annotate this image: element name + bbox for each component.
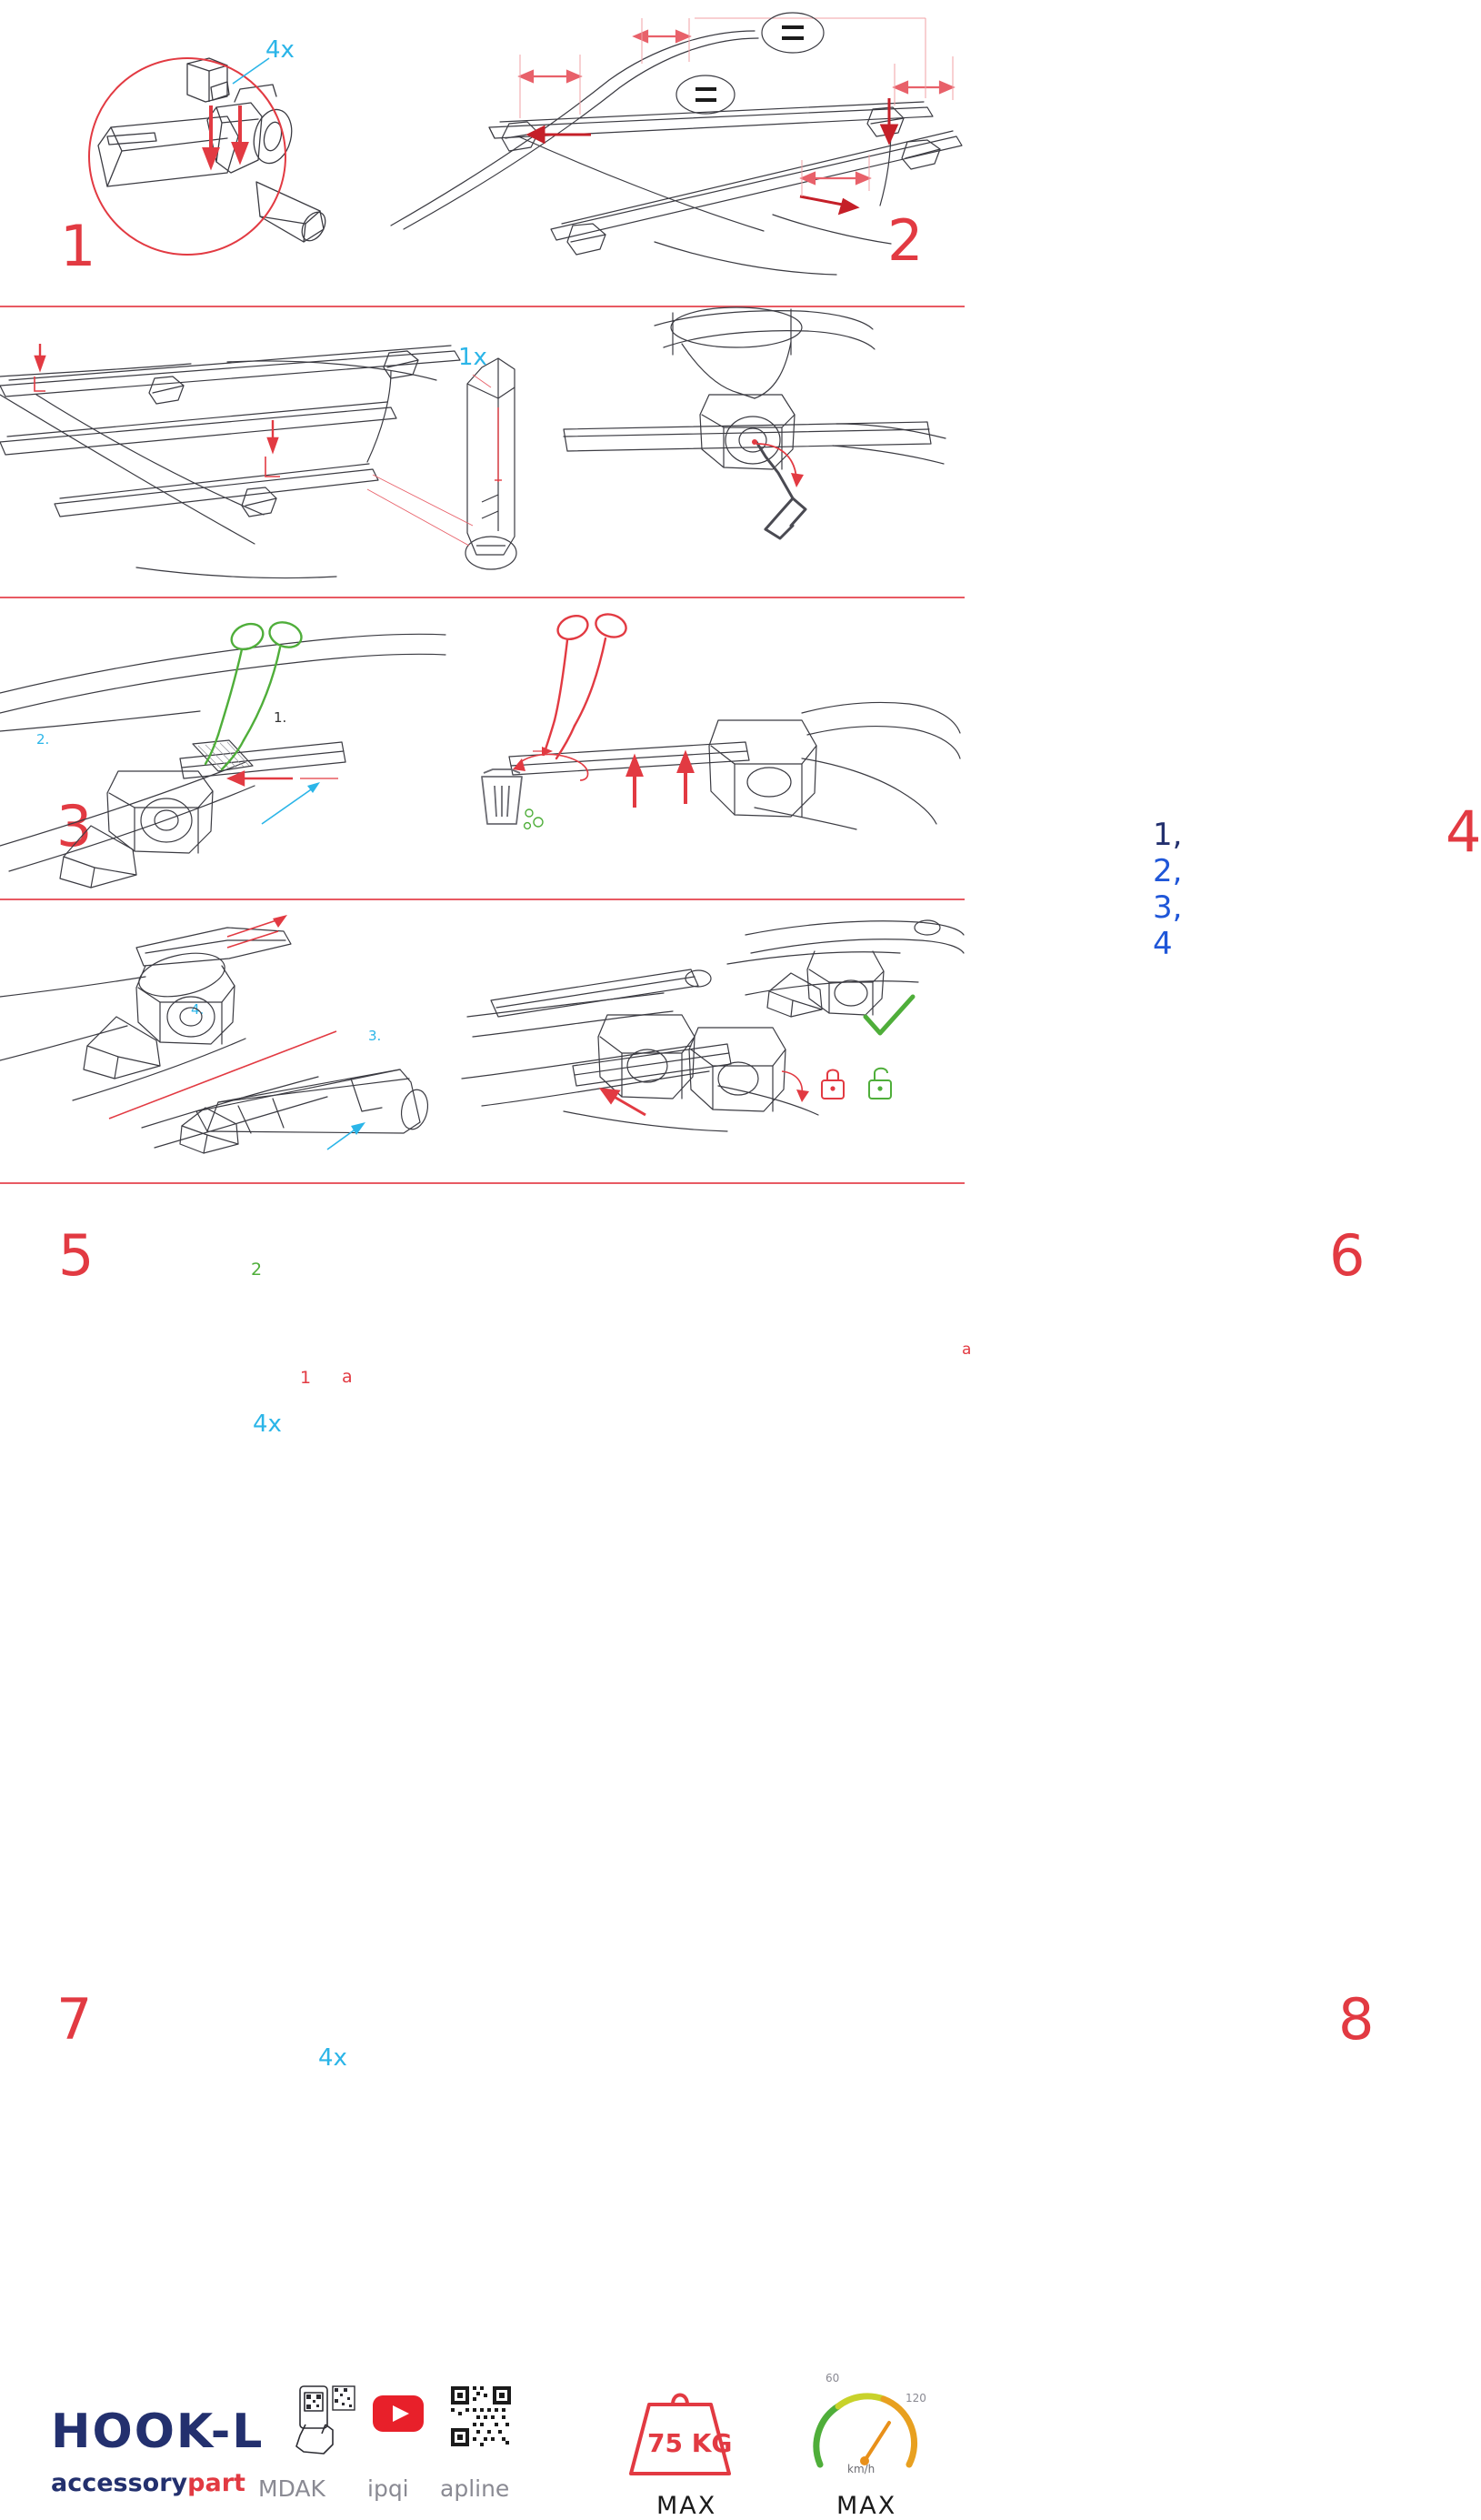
step-4-number: 4 <box>1446 798 1481 865</box>
step-7-illustration <box>0 900 455 1182</box>
brand-secondary: part <box>187 2469 245 2497</box>
brand-primary: accessory <box>51 2469 188 2497</box>
step-4-panel <box>564 307 1481 962</box>
partner-apline-label: apline <box>440 2475 510 2502</box>
partner-ipqi <box>367 2475 409 2502</box>
step-6-number: 6 <box>1329 1222 1366 1289</box>
partner-mdak <box>258 2475 325 2502</box>
seq-4: 4 <box>1153 926 1173 962</box>
step-4-sequence <box>1153 817 1182 962</box>
gauge-tick-120: 120 <box>906 2392 926 2405</box>
weight-limit-value: 75 KG <box>647 2428 733 2458</box>
step-2-panel <box>382 0 965 306</box>
step-1-number: 1 <box>60 213 96 279</box>
step-5-qty-label: 4x <box>253 1411 282 1438</box>
step-2-number: 2 <box>887 207 924 274</box>
step-5-illustration <box>0 598 445 899</box>
step-5-label-a: a <box>342 1367 353 1387</box>
step-3-label-2: 2. <box>36 731 50 748</box>
qr-scan-hand-icon <box>293 2384 358 2455</box>
seq-2: 2, <box>1153 853 1183 889</box>
seq-1: 1, <box>1153 817 1183 853</box>
step-1-panel <box>0 0 382 306</box>
step-1-qty-label: 4x <box>265 36 295 64</box>
partner-apline <box>440 2475 509 2502</box>
step-8-number: 8 <box>1338 1986 1375 2053</box>
step-3-label-4: 4. <box>191 1001 205 1018</box>
step-7-panel <box>0 900 455 2072</box>
step-3-number: 3 <box>56 793 93 859</box>
step-8-illustration <box>455 900 965 1182</box>
weight-limit-caption: MAX <box>656 2492 717 2520</box>
step-5-panel <box>0 598 445 1438</box>
step-2-illustration <box>382 0 965 306</box>
product-title: HOOK-L <box>51 2405 265 2459</box>
step-6-panel <box>445 598 1366 1359</box>
step-6-illustration <box>445 598 965 899</box>
gauge-tick-60: 60 <box>826 2372 840 2384</box>
step-5-label-2: 2 <box>251 1260 263 1280</box>
step-7-number: 7 <box>56 1986 93 2053</box>
seq-3: 3, <box>1153 889 1183 926</box>
partner-ipqi-label: ipqi <box>367 2475 409 2502</box>
step-3-label-3: 3. <box>368 1028 382 1044</box>
step-4-illustration <box>564 307 965 597</box>
youtube-icon[interactable] <box>373 2395 424 2432</box>
step-8-panel <box>455 900 1375 2053</box>
step-6-label-a: a <box>962 1340 972 1359</box>
step-5-label-1: 1 <box>300 1368 312 1388</box>
step-3-qty-label: 1x <box>458 344 487 371</box>
step-7-qty-label: 4x <box>318 2044 347 2072</box>
gauge-unit-label: km/h <box>847 2463 876 2475</box>
step-5-number: 5 <box>58 1222 95 1289</box>
brand-name <box>51 2469 245 2497</box>
qr-code-icon <box>449 2384 513 2448</box>
step-3-label-1: 1. <box>274 709 287 726</box>
speed-limit-caption: MAX <box>836 2492 897 2520</box>
step-1-illustration <box>0 0 382 306</box>
partner-mdak-label: MDAK <box>258 2475 325 2502</box>
